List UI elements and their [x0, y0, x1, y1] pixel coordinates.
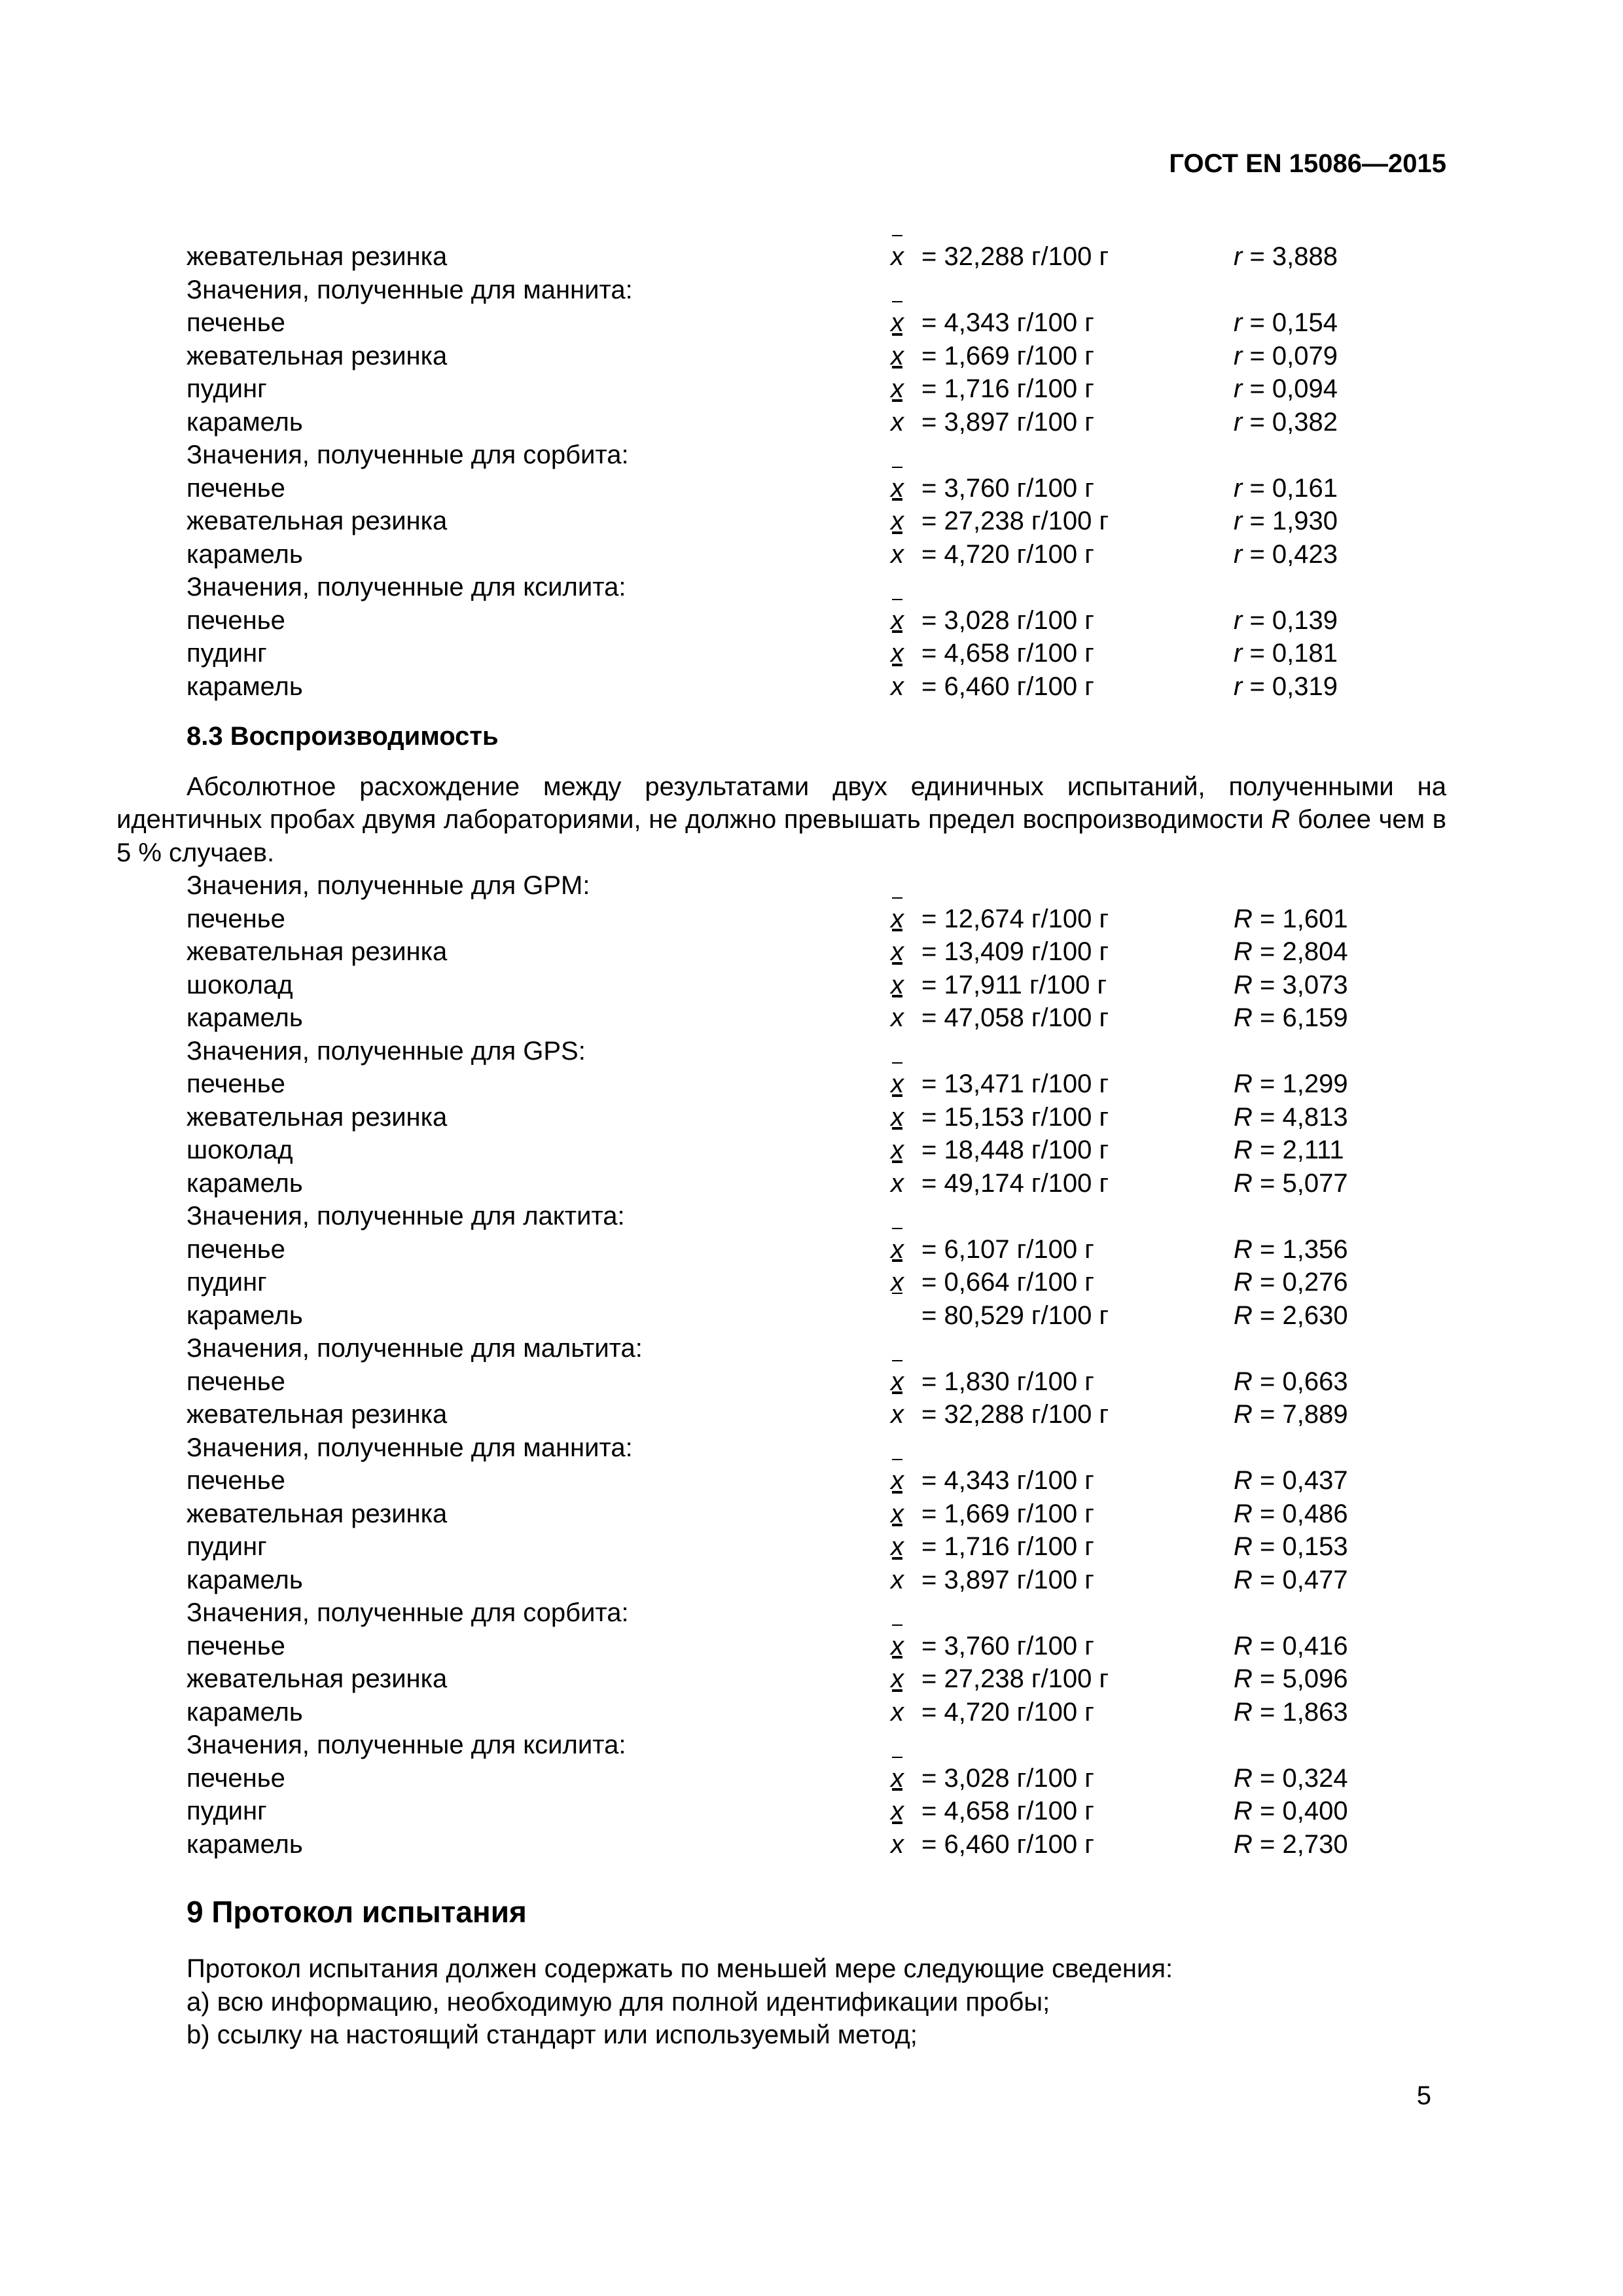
limit-symbol: r — [1234, 407, 1243, 437]
value-row — [116, 969, 1446, 1002]
value-row — [116, 1266, 1446, 1299]
limit-symbol: R — [1234, 1797, 1253, 1825]
precision-limit — [1234, 1795, 1348, 1828]
section-heading — [116, 1893, 1446, 1930]
value-row — [116, 1795, 1446, 1828]
precision-limit — [1234, 1233, 1348, 1266]
product-name: пудинг — [187, 374, 267, 403]
mean-value: = 13,409 г/100 г — [921, 937, 1109, 966]
protocol-item-text: a) всю информацию, необходимую для полной идентификации пробы; — [187, 1987, 1050, 2017]
limit-value: = 7,889 — [1252, 1400, 1348, 1429]
mean-value: = 4,343 г/100 г — [921, 308, 1094, 337]
limit-value: = 0,423 — [1242, 539, 1338, 569]
mean-symbol: x — [891, 406, 904, 439]
mean-value: = 4,343 г/100 г — [921, 1466, 1094, 1495]
limit-value: = 0,382 — [1242, 407, 1338, 437]
mean-value: = 6,107 г/100 г — [921, 1234, 1094, 1264]
limit-symbol: r — [1234, 473, 1243, 503]
mean-value: = 3,897 г/100 г — [921, 407, 1094, 437]
limit-value: = 5,077 — [1252, 1168, 1348, 1198]
group-title-text: Значения, полученные для мальтита: — [187, 1334, 643, 1363]
limit-symbol: R — [1234, 1168, 1253, 1198]
group-title-text: Значения, полученные для сорбита: — [187, 1598, 629, 1627]
mean-value: = 0,664 г/100 г — [921, 1268, 1094, 1297]
mean-symbol: x — [891, 538, 904, 571]
product-name: карамель — [187, 1168, 303, 1198]
value-row — [116, 1233, 1446, 1266]
value-row — [116, 240, 1446, 274]
mean-symbol: x — [891, 472, 904, 505]
value-row — [116, 670, 1446, 704]
mean-symbol: x — [891, 1464, 904, 1498]
limit-symbol: R — [1234, 1631, 1253, 1660]
precision-limit — [1234, 1101, 1348, 1134]
mean-value: = 4,720 г/100 г — [921, 1697, 1094, 1727]
mean-symbol: x — [891, 935, 904, 969]
value-row — [116, 903, 1446, 936]
limit-symbol: R — [1234, 1697, 1253, 1727]
value-row — [116, 1696, 1446, 1729]
mean-symbol: x — [891, 670, 904, 704]
mean-symbol: x — [891, 372, 904, 406]
precision-limit — [1234, 340, 1338, 373]
mean-value: = 6,460 г/100 г — [921, 672, 1094, 701]
mean-symbol: x — [891, 1564, 904, 1597]
product-name: печенье — [187, 1367, 285, 1396]
limit-symbol: R — [1234, 937, 1253, 966]
limit-symbol: R — [1234, 1400, 1253, 1429]
value-row — [116, 1828, 1446, 1861]
product-name: пудинг — [187, 639, 267, 668]
value-row — [116, 505, 1446, 538]
precision-limit — [1234, 604, 1338, 637]
mean-symbol: x — [891, 1795, 904, 1828]
precision-limit — [1234, 670, 1338, 704]
product-name: карамель — [187, 1697, 303, 1727]
limit-symbol: r — [1234, 374, 1243, 403]
mean-value: = 1,716 г/100 г — [921, 374, 1094, 403]
limit-symbol: R — [1234, 1499, 1253, 1528]
mean-value: = 15,153 г/100 г — [921, 1102, 1109, 1132]
product-name: пудинг — [187, 1797, 267, 1825]
limit-value: = 0,400 — [1252, 1797, 1348, 1825]
value-row — [116, 306, 1446, 340]
mean-symbol: x — [891, 637, 904, 670]
limit-symbol: R — [1234, 1565, 1253, 1594]
mean-value: = 12,674 г/100 г — [921, 904, 1109, 933]
product-name: печенье — [187, 1631, 285, 1660]
limit-value: = 0,079 — [1242, 341, 1338, 370]
reproducibility-groups — [116, 869, 1446, 1861]
product-name: пудинг — [187, 1532, 267, 1561]
limit-value: = 5,096 — [1252, 1664, 1348, 1693]
product-name: жевательная резинка — [187, 1102, 448, 1132]
section-heading — [116, 720, 1446, 753]
mean-value: = 47,058 г/100 г — [921, 1003, 1109, 1032]
limit-symbol: R — [1234, 1532, 1253, 1561]
product-name: печенье — [187, 473, 285, 503]
mean-value: = 4,658 г/100 г — [921, 1797, 1094, 1825]
product-name: жевательная резинка — [187, 1664, 448, 1693]
mean-value: = 1,669 г/100 г — [921, 1499, 1094, 1528]
limit-value: = 2,630 — [1252, 1300, 1348, 1330]
group-title — [116, 571, 1446, 604]
precision-limit — [1234, 505, 1338, 538]
limit-value: = 0,139 — [1242, 605, 1338, 635]
value-row — [116, 604, 1446, 637]
product-name: пудинг — [187, 1268, 267, 1297]
repeatability-groups — [116, 274, 1446, 704]
limit-symbol: R — [1234, 970, 1253, 999]
limit-symbol: r — [1234, 308, 1243, 337]
protocol-item-text: b) ссылку на настоящий стандарт или используемый метод; — [187, 2020, 918, 2049]
precision-limit — [1234, 637, 1338, 670]
mean-symbol: x — [891, 1167, 904, 1200]
group-title — [116, 1200, 1446, 1233]
protocol-item — [116, 1986, 1446, 2019]
limit-value: = 0,161 — [1242, 473, 1338, 503]
precision-limit — [1234, 1365, 1348, 1399]
product-name: карамель — [187, 1565, 303, 1594]
product-name: печенье — [187, 1234, 285, 1264]
limit-symbol: R — [1234, 904, 1253, 933]
product-name: печенье — [187, 1466, 285, 1495]
precision-limit — [1234, 1662, 1348, 1696]
product-name: печенье — [187, 308, 285, 337]
mean-value: = 49,174 г/100 г — [921, 1168, 1109, 1198]
limit-value: = 0,416 — [1252, 1631, 1348, 1660]
limit-value: = 0,181 — [1242, 639, 1338, 668]
precision-limit — [1234, 306, 1338, 340]
mean-value: = 1,830 г/100 г — [921, 1367, 1094, 1396]
mean-value: = 1,669 г/100 г — [921, 341, 1094, 370]
limit-value: = 1,299 — [1252, 1069, 1348, 1098]
product-name: карамель — [187, 539, 303, 569]
mean-value: = 17,911 г/100 г — [921, 970, 1107, 999]
mean-value: = 18,448 г/100 г — [921, 1136, 1109, 1164]
protocol-item — [116, 2018, 1446, 2052]
precision-limit — [1234, 935, 1348, 969]
precision-limit — [1234, 903, 1348, 936]
product-name: шоколад — [187, 1136, 293, 1164]
mean-value: = 27,238 г/100 г — [921, 507, 1109, 535]
value-row — [116, 1101, 1446, 1134]
limit-symbol: R — [1234, 1136, 1253, 1164]
limit-value: = 0,663 — [1252, 1367, 1348, 1396]
value-row — [116, 1365, 1446, 1399]
limit-value: = 0,154 — [1242, 308, 1338, 337]
mean-value: = 3,897 г/100 г — [921, 1565, 1094, 1594]
group-title — [116, 1035, 1446, 1068]
limit-value: = 1,356 — [1252, 1234, 1348, 1264]
reproducibility-paragraph: Абсолютное расхождение между результатами двух единичных испытаний, полученными на идентичных пробах двумя лабораториями, не должно превышать предел воспроизводимости R более чем в 5 % случаев. — [116, 772, 1446, 867]
mean-symbol: x — [891, 1001, 904, 1035]
product-name: карамель — [187, 1003, 303, 1032]
limit-value: = 3,073 — [1252, 970, 1348, 999]
product-name: карамель — [187, 1829, 303, 1859]
mean-value: = 32,288 г/100 г — [921, 242, 1109, 271]
mean-symbol: x — [891, 1662, 904, 1696]
mean-value: = 13,471 г/100 г — [921, 1069, 1109, 1098]
mean-value: = 3,760 г/100 г — [921, 1631, 1094, 1660]
limit-symbol: R — [1234, 1367, 1253, 1396]
product-name: печенье — [187, 1069, 285, 1098]
mean-symbol: x — [891, 1828, 904, 1861]
product-name: карамель — [187, 1300, 303, 1330]
precision-limit — [1234, 1828, 1348, 1861]
value-row — [116, 406, 1446, 439]
limit-symbol: r — [1234, 507, 1243, 535]
limit-value: = 0,276 — [1252, 1268, 1348, 1297]
product-name: жевательная резинка — [187, 507, 448, 535]
protocol-intro: Протокол испытания должен содержать по меньшей мере следующие сведения: — [187, 1954, 1173, 1983]
limit-symbol: R — [1234, 1466, 1253, 1495]
limit-symbol: R — [1234, 1102, 1253, 1132]
limit-value: = 0,477 — [1252, 1565, 1348, 1594]
precision-limit — [1234, 472, 1338, 505]
product-name: шоколад — [187, 970, 293, 999]
value-row — [116, 340, 1446, 373]
group-title — [116, 1729, 1446, 1762]
value-row — [116, 1299, 1446, 1333]
value-row — [116, 472, 1446, 505]
mean-symbol: x — [891, 1101, 904, 1134]
value-row — [116, 372, 1446, 406]
precision-limit — [1234, 1696, 1348, 1729]
product-name: печенье — [187, 605, 285, 635]
value-row — [116, 1662, 1446, 1696]
section-8-3-heading: 8.3 Воспроизводимость — [187, 722, 499, 751]
value-row — [116, 1464, 1446, 1498]
group-title-text: Значения, полученные для GPS: — [187, 1036, 586, 1066]
product-name: жевательная резинка — [187, 937, 448, 966]
limit-value: = 1,863 — [1252, 1697, 1348, 1727]
value-row — [116, 935, 1446, 969]
precision-limit — [1234, 1530, 1348, 1564]
group-title-text: Значения, полученные для сорбита: — [187, 440, 629, 469]
mean-value: = 3,760 г/100 г — [921, 473, 1094, 503]
precision-limit — [1234, 1564, 1348, 1597]
value-row — [116, 637, 1446, 670]
precision-limit — [1234, 538, 1338, 571]
value-row — [116, 1498, 1446, 1531]
precision-limit — [1234, 406, 1338, 439]
limit-value: = 3,888 — [1242, 242, 1338, 271]
limit-value: = 0,153 — [1252, 1532, 1348, 1561]
limit-value: = 1,601 — [1252, 904, 1348, 933]
limit-symbol: r — [1234, 341, 1243, 370]
limit-value: = 2,804 — [1252, 937, 1348, 966]
precision-limit — [1234, 372, 1338, 406]
group-title — [116, 274, 1446, 307]
mean-symbol: x — [891, 1696, 904, 1729]
mean-symbol: x — [891, 1266, 904, 1299]
mean-symbol: x — [891, 505, 904, 538]
precision-limit — [1234, 1001, 1348, 1035]
limit-symbol: r — [1234, 639, 1243, 668]
mean-symbol: x — [891, 1365, 904, 1399]
limit-value: = 0,094 — [1242, 374, 1338, 403]
mean-symbol: x — [891, 604, 904, 637]
mean-value: = 80,529 г/100 г — [921, 1300, 1109, 1330]
mean-value: = 6,460 г/100 г — [921, 1829, 1094, 1859]
limit-symbol: R — [1234, 1003, 1253, 1032]
mean-symbol: x — [891, 1762, 904, 1795]
group-title-text: Значения, полученные для ксилита: — [187, 573, 626, 601]
value-row — [116, 1001, 1446, 1035]
precision-limit — [1234, 969, 1348, 1002]
product-name: жевательная резинка — [187, 1499, 448, 1528]
mean-symbol: x — [891, 240, 904, 274]
mean-value: = 1,716 г/100 г — [921, 1532, 1094, 1561]
limit-symbol: r — [1234, 242, 1243, 271]
limit-value: = 0,486 — [1252, 1499, 1348, 1528]
limit-symbol: R — [1234, 1829, 1253, 1859]
mean-symbol: x — [891, 1498, 904, 1531]
precision-limit — [1234, 1398, 1348, 1431]
mean-symbol: x — [891, 903, 904, 936]
product-name: карамель — [187, 407, 303, 437]
mean-symbol: x — [891, 1233, 904, 1266]
limit-value: = 0,319 — [1242, 672, 1338, 701]
product-name: жевательная резинка — [187, 1400, 448, 1429]
precision-limit — [1234, 1299, 1348, 1333]
group-title — [116, 1332, 1446, 1365]
limit-symbol: R — [1234, 1234, 1253, 1264]
group-title-text: Значения, полученные для GPM: — [187, 871, 590, 900]
group-title-text: Значения, полученные для маннита: — [187, 1433, 633, 1462]
group-title — [116, 439, 1446, 472]
product-name: печенье — [187, 904, 285, 933]
group-title-text: Значения, полученные для маннита: — [187, 275, 633, 304]
mean-symbol: x — [891, 1067, 904, 1101]
mean-symbol: x — [891, 969, 904, 1002]
precision-limit — [1234, 1498, 1348, 1531]
precision-limit — [1234, 1167, 1348, 1200]
mean-symbol: x — [891, 306, 904, 340]
limit-value: = 4,813 — [1252, 1102, 1348, 1132]
repeatability-limit — [1234, 240, 1338, 274]
value-row — [116, 1762, 1446, 1795]
value-row — [116, 1564, 1446, 1597]
mean-symbol: x — [891, 1398, 904, 1431]
product-name: печенье — [187, 1763, 285, 1793]
limit-symbol: R — [1234, 1268, 1253, 1297]
limit-value: = 6,159 — [1252, 1003, 1348, 1032]
mean-value: = 3,028 г/100 г — [921, 605, 1094, 635]
mean-value: = 3,028 г/100 г — [921, 1763, 1094, 1793]
value-row — [116, 1167, 1446, 1200]
document-header: ГОСТ EN 15086—2015 — [1169, 149, 1446, 178]
limit-value: = 0,437 — [1252, 1466, 1348, 1495]
value-row — [116, 1134, 1446, 1167]
limit-symbol: r — [1234, 605, 1243, 635]
limit-symbol: R — [1234, 1300, 1253, 1330]
precision-limit — [1234, 1630, 1348, 1663]
limit-symbol: r — [1234, 539, 1243, 569]
group-title-text: Значения, полученные для ксилита: — [187, 1731, 626, 1759]
mean-value: = 4,720 г/100 г — [921, 539, 1094, 569]
limit-value: = 2,730 — [1252, 1829, 1348, 1859]
precision-limit — [1234, 1067, 1348, 1101]
group-title — [116, 1431, 1446, 1465]
mean-symbol: x — [891, 340, 904, 373]
precision-limit — [1234, 1134, 1344, 1167]
section-9-heading: 9 Протокол испытания — [187, 1895, 527, 1929]
mean-symbol: x — [891, 1530, 904, 1564]
limit-symbol: R — [1234, 1664, 1253, 1693]
limit-value: = 2,111 — [1252, 1136, 1344, 1164]
mean-value: = 4,658 г/100 г — [921, 639, 1094, 668]
value-row — [116, 538, 1446, 571]
value-row — [116, 1530, 1446, 1564]
group-title — [116, 1596, 1446, 1630]
value-row — [116, 1630, 1446, 1663]
precision-limit — [1234, 1464, 1348, 1498]
product-name: жевательная резинка — [187, 341, 448, 370]
protocol-items — [116, 1986, 1446, 2052]
limit-symbol: R — [1234, 1763, 1253, 1793]
precision-limit — [1234, 1762, 1348, 1795]
group-title — [116, 869, 1446, 903]
product-name: карамель — [187, 672, 303, 701]
mean-value: = 32,288 г/100 г — [921, 1400, 1109, 1429]
precision-limit — [1234, 1266, 1348, 1299]
page-number: 5 — [1416, 2081, 1431, 2110]
limit-symbol: r — [1234, 672, 1243, 701]
value-row — [116, 1067, 1446, 1101]
group-title-text: Значения, полученные для лактита: — [187, 1202, 625, 1230]
limit-symbol: R — [1234, 1069, 1253, 1098]
document-body — [116, 240, 1446, 2052]
mean-symbol: x — [891, 1134, 904, 1167]
product-name: жевательная резинка — [187, 242, 448, 271]
limit-value: = 1,930 — [1242, 507, 1338, 535]
mean-symbol: x — [891, 1630, 904, 1663]
limit-value: = 0,324 — [1252, 1763, 1348, 1793]
mean-value: = 27,238 г/100 г — [921, 1664, 1109, 1693]
value-row — [116, 1398, 1446, 1431]
